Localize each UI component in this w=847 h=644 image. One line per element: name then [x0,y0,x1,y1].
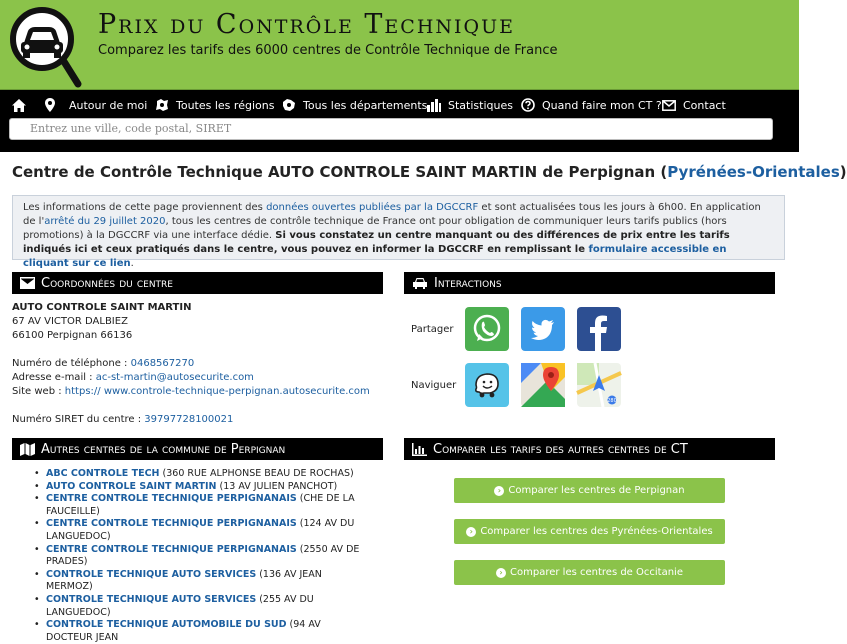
list-item [30,594,370,619]
question-circle-icon [521,98,535,112]
compare-department-button[interactable] [454,519,725,544]
nav-item-quand[interactable] [521,94,662,116]
google-maps-icon [521,363,565,407]
center-details [12,301,370,427]
email-label: Adresse e-mail : [12,372,96,383]
phone-link[interactable]: 0468567270 [130,358,195,369]
other-centers-list [30,468,370,644]
center-address: (13 AV JULIEN PANCHOT) [216,480,338,492]
info-bold-text: Si vous constatez un centre manquant ou des différences de prix entre les tarifs indiqués ici et ceux pratiqués dans le centre, vous pouvez en informer la DGCCRF en remplissant le [23,230,730,255]
department-link[interactable]: Pyrénées-Orientales [667,163,840,181]
phone-label: Numéro de téléphone : [12,358,131,369]
center-address: (2550 AV DE PRADES) [46,543,360,568]
siret-link[interactable]: 39797728100021 [144,414,234,425]
info-text: . [130,258,134,269]
whatsapp-share-button[interactable] [465,307,509,351]
compare-section-heading [404,438,775,460]
list-item [30,544,370,569]
bar-chart-icon [427,99,441,112]
apple-maps-icon [577,363,621,407]
navigate-label: Naviguer [411,380,457,391]
center-link[interactable]: CONTROLE TECHNIQUE AUTOMOBILE DU SUD [46,619,287,631]
search-input[interactable]: Entrez une ville, code postal, SIRET [9,118,773,140]
section-title: Autres centres de la commune de Perpignan [41,441,286,457]
google-maps-nav-button[interactable] [521,363,565,407]
site-header [0,0,799,90]
section-title: Interactions [434,275,502,291]
list-item [30,481,370,494]
arrow-circle-right-icon: › [494,486,504,496]
share-label: Partager [411,324,454,335]
nav-item-autour[interactable] [45,94,147,116]
car-magnifier-logo-icon[interactable] [8,5,82,87]
nav-label: Contact [683,98,726,112]
map-icon [20,443,35,456]
center-name: AUTO CONTROLE SAINT MARTIN [12,302,192,313]
other-centers-section-heading [12,438,383,460]
website-label: Site web : [12,386,65,397]
button-label: Comparer les centres de Perpignan [508,485,685,496]
apple-maps-nav-button[interactable] [577,363,621,407]
center-address: (CHE DE LA FAUCEILLE) [46,493,355,517]
nav-label: Statistiques [448,98,513,112]
website-link[interactable]: https:// www.controle-technique-perpignan.autosecurite.com [64,386,370,397]
nav-label: Autour de moi [69,98,148,112]
siret-row [12,413,370,427]
compare-city-button[interactable] [454,478,725,503]
nav-label: Quand faire mon CT ? [542,98,662,112]
list-item [30,569,370,594]
arrete-link[interactable]: arrêté du 29 juillet 2020 [44,216,166,227]
dgccrf-data-link[interactable]: données ouvertes publiées par la DGCCRF [266,202,479,213]
nav-item-departements[interactable] [282,94,427,116]
map-marker-icon [45,98,55,112]
page-title-prefix: Centre de Contrôle Technique AUTO CONTROLE SAINT MARTIN de Perpignan ( [12,163,668,181]
center-link[interactable]: CONTROLE TECHNIQUE AUTO SERVICES [46,593,257,605]
section-title: Coordonnées du centre [41,275,173,291]
svg-text:280: 280 [607,398,617,404]
email-link[interactable]: ac-st-martin@autosecurite.com [95,372,254,383]
envelope-icon [662,100,676,111]
info-text: Les informations de cette page proviennent des [23,202,267,213]
arrow-circle-right-icon: › [496,568,506,578]
waze-nav-button[interactable] [465,363,509,407]
nav-label: Toutes les régions [176,98,275,112]
center-link[interactable]: CENTRE CONTROLE TECHNIQUE PERPIGNANAIS [46,518,297,530]
page-title-suffix: ) [839,163,847,181]
envelope-icon [20,277,35,289]
info-text: et sont actualisées tous les jours à 6h00. En application de l' [23,202,761,227]
home-icon [12,99,26,112]
region-icon [155,98,169,112]
center-link[interactable]: ABC CONTROLE TECH [46,468,160,479]
compare-region-button[interactable] [454,560,725,585]
button-label: Comparer les centres des Pyrénées-Orientales [480,526,713,537]
center-address: (124 AV DU LANGUEDOC) [46,518,355,542]
twitter-icon [521,307,565,351]
site-tagline: Comparez les tarifs des 6000 centres de Contrôle Technique de France [98,43,558,58]
nav-label: Tous les départements [303,98,428,112]
list-item [30,468,370,481]
center-address: (360 RUE ALPHONSE BEAU DE ROCHAS) [159,468,354,479]
info-box [12,195,785,269]
center-link[interactable]: CENTRE CONTROLE TECHNIQUE PERPIGNANAIS [46,493,297,505]
page-title [12,163,847,181]
facebook-share-button[interactable] [577,307,621,351]
department-icon [282,98,296,112]
interactions-section-heading [404,272,775,294]
site-title[interactable]: Prix du Contrôle Technique [98,9,515,40]
nav-item-regions[interactable] [155,94,274,116]
siret-label: Numéro SIRET du centre : [12,414,145,425]
button-label: Comparer les centres de Occitanie [510,567,683,578]
list-item [30,619,370,644]
arrow-circle-right-icon: › [466,527,476,537]
bar-chart-icon [412,443,427,456]
info-text: , tous les centres de contrôle technique de France ont pour obligation de communiquer leurs tarifs publics (hors promotions) à la DGCCRF via une interface dédie. [23,216,727,241]
nav-item-contact[interactable] [662,94,726,116]
center-address: (136 AV JEAN MERMOZ) [46,568,322,593]
center-address-2: 66100 Perpignan 66136 [12,330,133,341]
whatsapp-icon [465,307,509,351]
phone-row [12,357,370,371]
home-nav-item[interactable] [12,94,26,116]
list-item [30,518,370,543]
coordinates-section-heading [12,272,383,294]
twitter-share-button[interactable] [521,307,565,351]
website-row [12,385,370,399]
center-link[interactable]: CONTROLE TECHNIQUE AUTO SERVICES [46,568,257,580]
report-form-link[interactable]: formulaire accessible en cliquant sur ce lien [23,244,727,269]
waze-icon [465,363,509,407]
facebook-icon [577,307,621,351]
center-address: (255 AV DU LANGUEDOC) [46,593,314,618]
center-address-1: 67 AV VICTOR DALBIEZ [12,316,128,327]
center-address: (94 AV DOCTEUR JEAN [46,619,321,643]
car-icon [412,277,428,289]
email-row [12,371,370,385]
section-title: Comparer les tarifs des autres centres de CT [433,441,688,457]
center-link[interactable]: AUTO CONTROLE SAINT MARTIN [46,480,217,492]
center-link[interactable]: CENTRE CONTROLE TECHNIQUE PERPIGNANAIS [46,543,297,555]
nav-item-statistiques[interactable] [427,94,513,116]
list-item [30,493,370,518]
